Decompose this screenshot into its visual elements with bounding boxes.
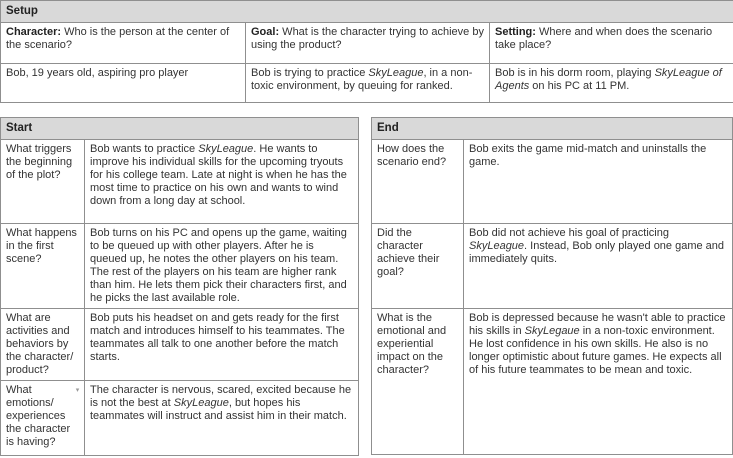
goal-answer-text: Bob is trying to practice [251,67,369,79]
goal-answer-text-end: , in a non-toxic environment, by queuing for ranked. [251,67,473,92]
answer-emph: SkyLeague [173,397,229,409]
answer-text: Bob puts his headset on and gets ready for the first match and introduces himself to his teammates. The teammates all talk to one another before the match starts. [90,312,345,363]
character-question: Who is the person at the center of the scenario? [6,26,230,51]
start-question: What triggers the beginning of the plot? [1,140,85,224]
start-answer[interactable] [85,309,359,381]
end-question: What is the emotional and experiential impact on the character? [372,309,464,455]
end-answer[interactable] [464,224,733,309]
goal-prompt [246,23,490,64]
answer-emph: SkyLeague [198,143,254,155]
setting-answer-emph: SkyLeague of Agents [495,67,722,92]
goal-label: Goal: [251,26,280,38]
setting-answer-text: Bob is in his dorm room, playing [495,67,655,79]
end-question: Did the character achieve their goal? [372,224,464,309]
answer-text: Bob wants to practice [90,143,199,155]
answer-text-end: , but hopes his teammates will instruct and assist him in their match. [90,397,347,422]
answer-text: Bob exits the game mid-match and uninstalls the game. [469,143,707,168]
answer-text: Bob did not achieve his goal of practicing [469,227,669,239]
character-answer-text: Bob, 19 years old, aspiring pro player [6,67,189,79]
answer-emph: SkyLeague [469,240,525,252]
answer-text: Bob is depressed because he wasn't able to practice his skills in [469,312,726,337]
start-answer[interactable] [85,381,359,456]
goal-question: What is the character trying to achieve by using the product? [251,26,484,51]
goal-answer-emph: SkyLeague [368,67,424,79]
answer-text: The character is nervous, scared, excited because he is not the best at [90,384,352,409]
end-answer[interactable] [464,309,733,455]
start-header: Start [1,118,359,140]
character-label: Character: [6,26,62,38]
goal-answer[interactable] [246,64,490,103]
start-answer[interactable] [85,224,359,309]
answer-emph: SkyLegaue [524,325,580,337]
dropdown-arrow-icon[interactable]: ▾ [75,387,80,394]
setting-label: Setting: [495,26,536,38]
answer-text-end: . Instead, Bob only played one game and immediately quits. [469,240,725,265]
end-header: End [372,118,733,140]
character-prompt [1,23,246,64]
setup-header: Setup [1,1,733,23]
start-answer[interactable] [85,140,359,224]
end-table [371,117,733,455]
setting-answer[interactable] [490,64,733,103]
setting-prompt [490,23,733,64]
setting-question: Where and when does the scenario take place? [495,26,713,51]
end-question: How does the scenario end? [372,140,464,224]
setting-answer-text-end: on his PC at 11 PM. [529,80,630,92]
end-answer[interactable] [464,140,733,224]
start-question: What are activities and behaviors by the character/ product? [1,309,85,381]
start-table [0,117,359,456]
answer-text-end: in a non-toxic environment. He lost confidence in his own skills. He also is no longer optimistic about future games. He expects all of his future teammates to be mean and toxic. [469,325,722,376]
start-question: What happens in the first scene? [1,224,85,309]
start-question: What emotions/ experiences the character is having? [1,381,85,456]
character-answer[interactable] [1,64,246,103]
setup-table [0,0,733,103]
answer-text-end: . He wants to improve his individual skills for the upcoming tryouts for his college team. Late at night is when he has the most time to practice on his own and wants to wind down from a long day at school. [90,143,347,207]
answer-text: Bob turns on his PC and opens up the game, waiting to be queued up with other players. After he is queued up, he notes the other players on his team. The rest of the players on his team are higher rank than him. He lets them pick their characters first, and he picks the last available role. [90,227,347,304]
